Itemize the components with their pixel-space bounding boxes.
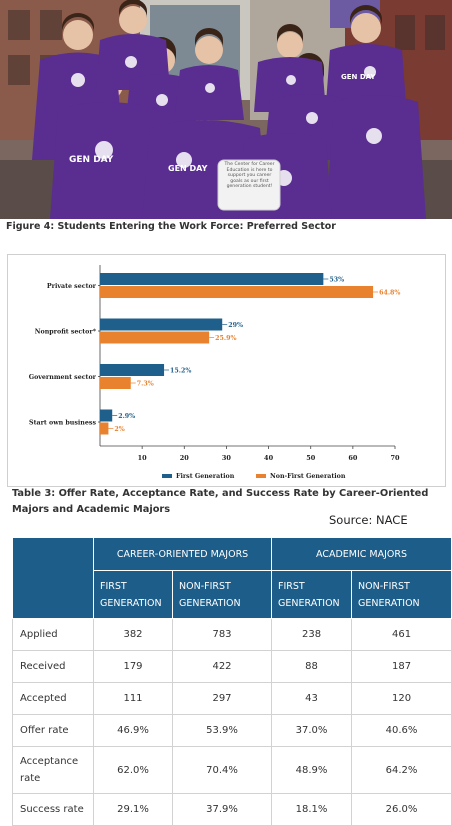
table-cell: 783 <box>173 619 272 651</box>
group-header-academic: ACADEMIC MAJORS <box>272 538 452 571</box>
figure-caption: Figure 4: Students Entering the Work Force: Preferred Sector <box>6 221 336 232</box>
table-cell: 46.9% <box>94 715 173 747</box>
table-cell: 120 <box>352 683 452 715</box>
row-label: Offer rate <box>13 715 94 747</box>
table-cell: 297 <box>173 683 272 715</box>
sign-text: The Center for Career Education is here to support you career goals as our first generation student! <box>224 162 275 190</box>
bar-non-first-generation <box>100 377 131 389</box>
table-cell: 179 <box>94 651 173 683</box>
table-cell: 48.9% <box>272 747 352 794</box>
row-label: Acceptance rate <box>13 747 94 794</box>
row-label: Applied <box>13 619 94 651</box>
category-label: Nonprofit sector* <box>34 328 96 336</box>
x-tick-label: 10 <box>137 454 147 462</box>
row-label: Received <box>13 651 94 683</box>
table-cell: 37.9% <box>173 794 272 826</box>
bar-first-generation <box>100 364 164 376</box>
bar-non-first-generation <box>100 332 209 344</box>
category-label: Start own business <box>29 419 96 427</box>
subheader-first-generation: FIRST GENERATION <box>94 571 173 619</box>
data-label: 64.8% <box>379 289 401 297</box>
table-row <box>13 715 452 747</box>
rates-table-grid <box>12 537 452 826</box>
rates-table <box>12 537 451 826</box>
table-cell: 53.9% <box>173 715 272 747</box>
chart-canvas <box>8 255 445 486</box>
row-label: Accepted <box>13 683 94 715</box>
preferred-sector-chart <box>7 254 446 487</box>
x-tick-label: 20 <box>179 454 189 462</box>
table-row <box>13 619 452 651</box>
bar-non-first-generation <box>100 423 108 435</box>
group-photo-illustration <box>0 0 452 219</box>
table-cell: 422 <box>173 651 272 683</box>
group-header-career-oriented: CAREER-ORIENTED MAJORS <box>94 538 272 571</box>
table-cell: 238 <box>272 619 352 651</box>
table-cell: 29.1% <box>94 794 173 826</box>
x-tick-label: 30 <box>221 454 231 462</box>
subheader-non-first-generation: NON-FIRST GENERATION <box>352 571 452 619</box>
data-label: 2.9% <box>118 412 136 420</box>
data-label: 2% <box>114 425 125 433</box>
table-cell: 461 <box>352 619 452 651</box>
bar-non-first-generation <box>100 286 373 298</box>
shirt-text: GEN DAY <box>69 155 114 165</box>
table-row <box>13 651 452 683</box>
table-row <box>13 683 452 715</box>
source-credit: Source: NACE <box>329 513 408 527</box>
table-caption: Table 3: Offer Rate, Acceptance Rate, and Success Rate by Career-Oriented Majors and Academic Majors <box>12 488 429 515</box>
legend-swatch <box>162 474 172 478</box>
shirt-text: GEN DAY <box>168 164 208 173</box>
table-cell: 382 <box>94 619 173 651</box>
x-tick-label: 40 <box>264 454 274 462</box>
legend-label: Non-First Generation <box>270 473 346 480</box>
legend-label: First Generation <box>176 473 235 480</box>
bar-first-generation <box>100 273 323 285</box>
table-cell: 70.4% <box>173 747 272 794</box>
legend-swatch <box>256 474 266 478</box>
table-cell: 88 <box>272 651 352 683</box>
bar-first-generation <box>100 410 112 422</box>
table-cell: 37.0% <box>272 715 352 747</box>
table-cell: 62.0% <box>94 747 173 794</box>
x-tick-label: 60 <box>348 454 358 462</box>
table-cell: 187 <box>352 651 452 683</box>
group-photo <box>0 0 452 219</box>
subheader-first-generation: FIRST GENERATION <box>272 571 352 619</box>
row-label: Success rate <box>13 794 94 826</box>
table-row <box>13 747 452 794</box>
handwritten-sign <box>218 160 280 210</box>
table-cell: 40.6% <box>352 715 452 747</box>
table-cell: 18.1% <box>272 794 352 826</box>
shirt-text: GEN DAY <box>341 73 376 81</box>
category-label: Government sector <box>28 374 96 381</box>
x-tick-label: 70 <box>390 454 400 462</box>
data-label: 29% <box>228 321 243 329</box>
x-tick-label: 50 <box>306 454 316 462</box>
table-corner-cell <box>13 538 94 619</box>
bar-first-generation <box>100 319 222 331</box>
table-cell: 64.2% <box>352 747 452 794</box>
data-label: 25.9% <box>215 334 237 342</box>
table-row <box>13 794 452 826</box>
category-label: Private sector <box>46 283 96 290</box>
subheader-non-first-generation: NON-FIRST GENERATION <box>173 571 272 619</box>
table-cell: 43 <box>272 683 352 715</box>
table-cell: 26.0% <box>352 794 452 826</box>
data-label: 7.3% <box>136 380 154 388</box>
data-label: 15.2% <box>170 367 192 375</box>
table-cell: 111 <box>94 683 173 715</box>
data-label: 53% <box>329 276 345 284</box>
